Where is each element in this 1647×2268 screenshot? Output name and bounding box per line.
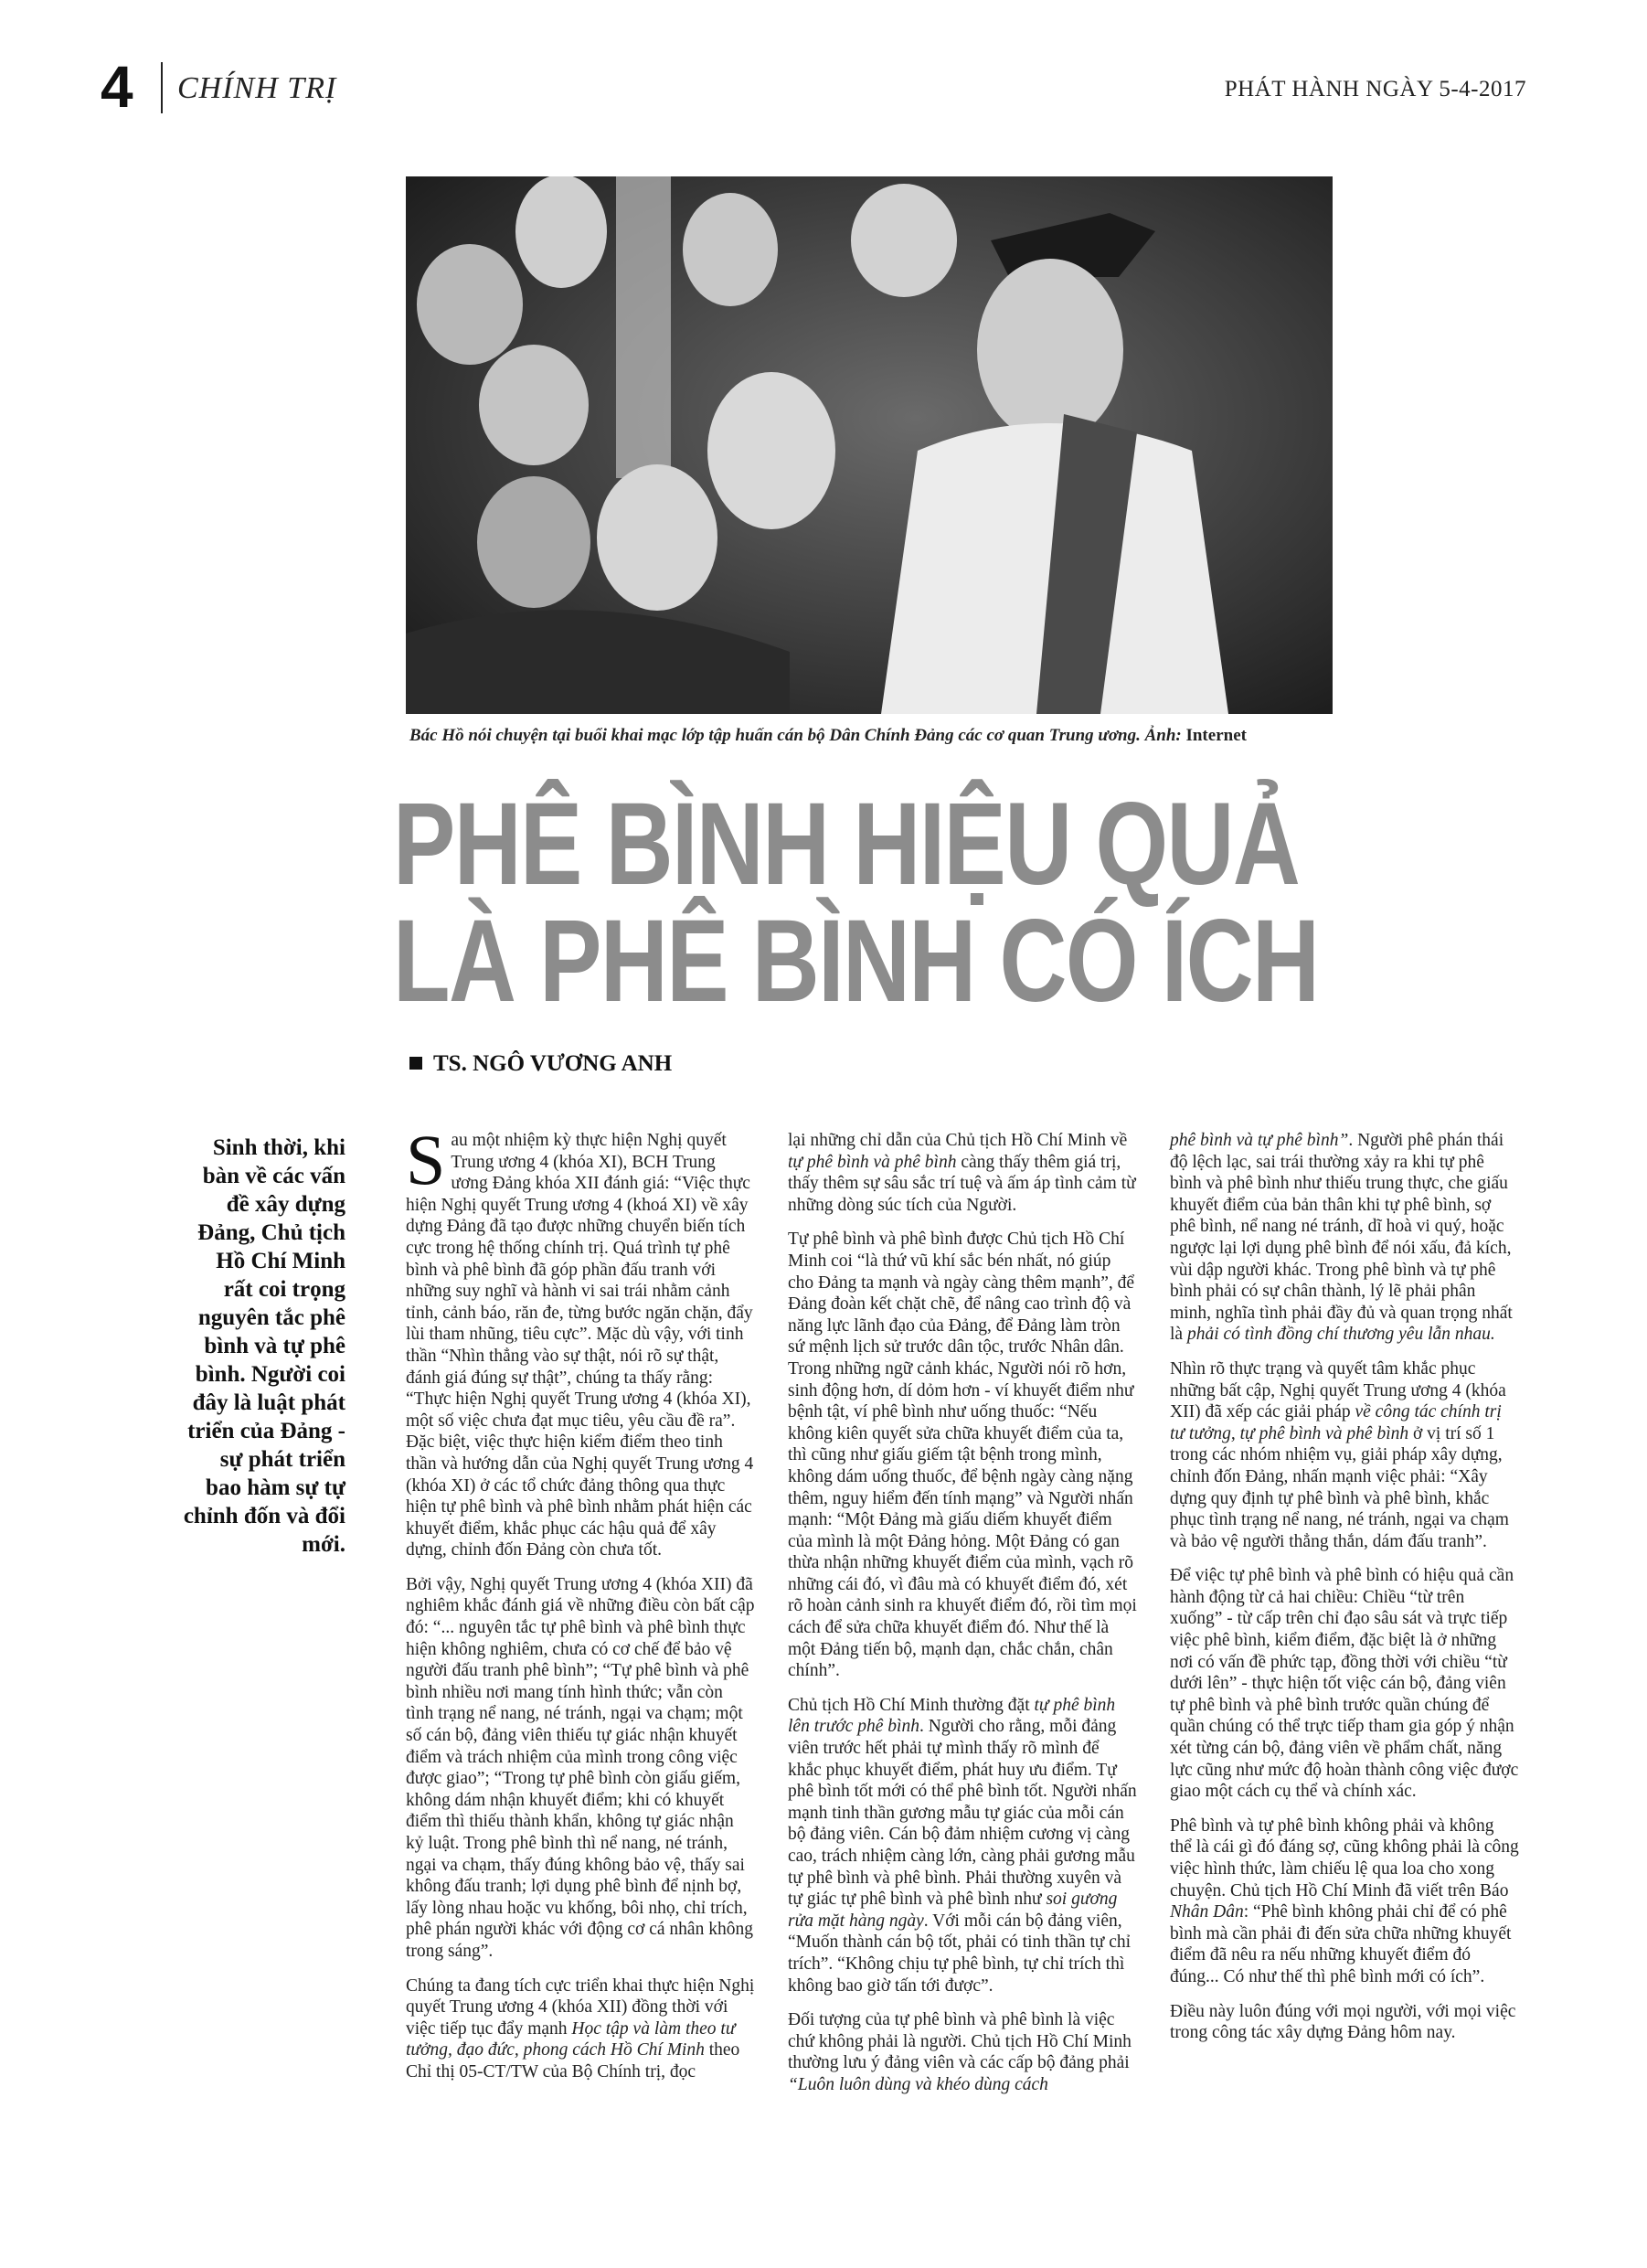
paragraph-text: . Người phê phán thái độ lệch lạc, sai trái thường xảy ra khi tự phê bình và phê bình như thiếu trung thực, che giấu khuyết điểm của bản thân khi tự phê bình, sợ phê bình, nể nang né tránh, dĩ hoà vi quý, hoặc ngược lại lợi dụng phê bình để nói xấu, đả kích, vùi dập người khác. Trong phê bình và tự phê bình phải có sự chân thành, lý lẽ phải phân minh, nghĩa tình phải đầy đủ và quan trọng nhất là bbox=[1170, 1131, 1513, 1345]
paragraph-text: Đối tượng của tự phê bình và phê bình là việc chứ không phải là người. Chủ tịch Hồ Chí Minh thường lưu ý đảng viên và các cấp bộ đảng phải bbox=[788, 2010, 1132, 2073]
paragraph-text: Phê bình và tự phê bình không phải và không thể là cái gì đó đáng sợ, cũng không phải là công việc hình thức, làm chiếu lệ qua loa cho xong chuyện. Chủ tịch Hồ Chí Minh đã viết trên Báo bbox=[1170, 1815, 1519, 1901]
paragraph-text: theo Chỉ thị 05-CT/TW của Bộ Chính trị, đọc bbox=[406, 2040, 740, 2082]
paragraph bbox=[1170, 1130, 1519, 1346]
page-number: 4 bbox=[101, 54, 133, 120]
emphasis-text: Nhân Dân bbox=[1170, 1902, 1244, 1922]
paragraph-text: càng thấy thêm giá trị, thấy thêm sự sâu sắc trí tuệ và ấm áp tình cảm từ những dòng súc tích của Người. bbox=[788, 1152, 1136, 1215]
article-column-2 bbox=[788, 1130, 1137, 2109]
paragraph: Để việc tự phê bình và phê bình có hiệu quả cần hành động từ cả hai chiều: Chiều “từ trên xuống” - từ cấp trên chỉ đạo sâu sát và trực tiếp việc phê bình, kiểm điểm, đặc biệt là ở những nơi có vấn đề phức tạp, đồng thời với chiều “từ dưới lên” - thực hiện tốt việc cán bộ, đảng viên tự phê bình và phê bình trước quần chúng để quần chúng có thể trực tiếp tham gia góp ý nhận xét từng cán bộ, đảng viên về phẩm chất, năng lực cũng như mức độ hoàn thành công việc được giao một cách cụ thể và chính xác. bbox=[1170, 1566, 1519, 1802]
paragraph-text: : “Phê bình không phải chỉ để có phê bình mà cần phải đi đến sửa chữa những khuyết điểm đã nêu ra nếu những khuyết điểm đó đúng... Có như thế thì phê bình mới có ích”. bbox=[1170, 1902, 1512, 1986]
byline-square-icon bbox=[409, 1057, 422, 1070]
page-header bbox=[101, 55, 1526, 119]
emphasis-text: tự phê bình lên trước phê bình bbox=[788, 1695, 1116, 1737]
paragraph-text: Chúng ta đang tích cực triển khai thực hiện Nghị quyết Trung ương 4 (khóa XII) đồng thời với việc tiếp tục đẩy mạnh bbox=[406, 1975, 755, 2039]
paragraph bbox=[406, 1120, 755, 1561]
paragraph bbox=[788, 2009, 1137, 2095]
caption-source: Internet bbox=[1185, 726, 1247, 745]
paragraph bbox=[1170, 1358, 1519, 1552]
author-byline bbox=[409, 1051, 672, 1077]
emphasis-text: “Luôn luôn dùng và khéo dùng cách bbox=[788, 2074, 1048, 2094]
paragraph-text: lại những chỉ dẫn của Chủ tịch Hồ Chí Minh về bbox=[788, 1131, 1128, 1150]
emphasis-text: Học tập và làm theo tư tưởng, đạo đức, phong cách Hồ Chí Minh bbox=[406, 2018, 736, 2060]
emphasis-text: phê bình và tự phê bình” bbox=[1170, 1131, 1349, 1150]
paragraph-text: . Với mỗi cán bộ đảng viên, “Muốn thành cán bộ tốt, phải có tinh thần tự chỉ trích”. “Không chịu tự phê bình, tự chỉ trích thì không bao giờ tấn tới được”. bbox=[788, 1911, 1132, 1996]
emphasis-text: soi gương rửa mặt hàng ngày bbox=[788, 1890, 1118, 1931]
header-divider bbox=[161, 62, 163, 113]
paragraph-text: . Người cho rằng, mỗi đảng viên trước hết phải tự mình thấy rõ mình để khắc phục khuyết điểm, phát huy ưu điểm. Tự phê bình tốt mới có thể phê bình tốt. Người nhấn mạnh tinh thần gương mẫu tự giác của mỗi cán bộ đảng viên. Cán bộ đảm nhiệm cương vị càng cao, trách nhiệm càng lớn, càng phải gương mẫu tự phê bình và phê bình. Phải thường xuyên và tự giác tự phê bình và phê bình như bbox=[788, 1717, 1137, 1910]
emphasis-text: tự phê bình và phê bình bbox=[788, 1152, 957, 1172]
paragraph: Bởi vậy, Nghị quyết Trung ương 4 (khóa XII) đã nghiêm khắc đánh giá về những điều còn bất cập đó: “... nguyên tắc tự phê bình và phê bình thực hiện không nghiêm, chưa có cơ chế để bảo vệ người đấu tranh phê bình”; “Tự phê bình và phê bình nhiều nơi mang tính hình thức; vẫn còn tình trạng nể nang, né tránh, ngại va chạm; một số cán bộ, đảng viên thiếu tự giác nhận khuyết điểm và trách nhiệm của mình trong công việc được giao”; “Trong tự phê bình còn giấu giếm, không dám nhận khuyết điểm; khi có khuyết điểm thì thiếu thành khẩn, không tự giác nhận kỷ luật. Trong phê bình thì nể nang, né tránh, ngại va chạm, thấy đúng không bảo vệ, thấy sai không đấu tranh; lợi dụng phê bình để nịnh bợ, lấy lòng nhau hoặc vu khống, bôi nhọ, chỉ trích, phê phán người khác với động cơ cá nhân không trong sáng”. bbox=[406, 1574, 755, 1961]
paragraph-text: Nhìn rõ thực trạng và quyết tâm khắc phục những bất cập, Nghị quyết Trung ương 4 (khóa XII) đã xếp các giải pháp bbox=[1170, 1358, 1506, 1422]
sidebar-quote: Sinh thời, khi bàn về các vấn đề xây dựng Đảng, Chủ tịch Hồ Chí Minh rất coi trọng nguyên tắc phê bình và tự phê bình. Người coi đây là luật phát triển của Đảng - sự phát triển bao hàm sự tự chỉnh đốn và đổi mới. bbox=[183, 1135, 345, 1557]
photo-illustration bbox=[406, 176, 1333, 714]
paragraph-text: Chủ tịch Hồ Chí Minh thường đặt bbox=[788, 1695, 1035, 1715]
paragraph: Tự phê bình và phê bình được Chủ tịch Hồ Chí Minh coi “là thứ vũ khí sắc bén nhất, nó giúp cho Đảng ta mạnh và ngày càng thêm mạnh”, để Đảng đoàn kết chặt chẽ, để nâng cao trình độ và năng lực lãnh đạo của Đảng, để Đảng làm tròn sứ mệnh lịch sử trước dân tộc, trước Nhân dân. Trong những ngữ cảnh khác, Người nói rõ hơn, sinh động hơn, dí dỏm hơn - ví khuyết điểm như bệnh tật, ví phê bình như uống thuốc: “Nếu không kiên quyết sửa chữa khuyết điểm của ta, thì cũng như giấu giếm tật bệnh trong mình, không dám uống thuốc, để bệnh ngày càng nặng thêm, nguy hiểm đến tính mạng” và Người nhấn mạnh: “Một Đảng mà giấu diếm khuyết điểm của mình là một Đảng hỏng. Một Đảng có gan thừa nhận những khuyết điểm của mình, vạch rõ những cái đó, vì đâu mà có khuyết điểm đó, xét rõ hoàn cảnh sinh ra khuyết điểm đó, rồi tìm mọi cách để sửa chữa khuyết điểm đó. Như thế là một Đảng tiến bộ, mạnh dạn, chắc chắn, chân chính”. bbox=[788, 1230, 1137, 1681]
paragraph bbox=[406, 1975, 755, 2083]
article-column-3 bbox=[1170, 1130, 1519, 2057]
paragraph-text: ở vị trí số 1 trong các nhóm nhiệm vụ, giải pháp xây dựng, chỉnh đốn Đảng, nhấn mạnh việc phải: “Xây dựng quy định tự phê bình và phê bình, khắc phục tình trạng nể nang, né tránh, ngại va chạm và bảo vệ người thẳng thắn, dám đấu tranh”. bbox=[1170, 1423, 1509, 1551]
headline-line-2: LÀ PHÊ BÌNH CÓ ÍCH bbox=[393, 896, 1319, 1027]
article-photo bbox=[406, 176, 1333, 714]
drop-cap: S bbox=[406, 1120, 446, 1199]
paragraph bbox=[788, 1130, 1137, 1216]
author-name: TS. NGÔ VƯƠNG ANH bbox=[433, 1051, 673, 1076]
paragraph bbox=[788, 1695, 1137, 1996]
emphasis-text: về công tác chính trị tư tưởng, tự phê bình và phê bình bbox=[1170, 1402, 1502, 1443]
section-title: CHÍNH TRỊ bbox=[177, 71, 337, 105]
article-column-1 bbox=[406, 1120, 755, 2096]
emphasis-text: phải có tình đồng chí thương yêu lẫn nhau. bbox=[1186, 1325, 1495, 1345]
paragraph: Điều này luôn đúng với mọi người, với mọi việc trong công tác xây dựng Đảng hôm nay. bbox=[1170, 2001, 1516, 2043]
article-headline bbox=[393, 779, 1490, 1027]
photo-caption bbox=[409, 726, 1333, 746]
paragraph-text: au một nhiệm kỳ thực hiện Nghị quyết Trung ương 4 (khóa XI), BCH Trung ương Đảng khóa XII đánh giá: “Việc thực hiện Nghị quyết Trung ương 4 (khoá XI) về xây dựng Đảng đã tạo được những chuyển biến tích cực trong hệ thống chính trị. Quá trình tự phê bình và phê bình đã góp phần đấu tranh với những suy nghĩ và hành vi sai trái nhằm cảnh tỉnh, cảnh báo, răn đe, từng bước ngăn chặn, đẩy lùi tham nhũng, tiêu cực”. Mặc dù vậy, với tinh thần “Nhìn thẳng vào sự thật, nói rõ sự thật, đánh giá đúng sự thật”, chúng ta thấy rằng: “Thực hiện Nghị quyết Trung ương 4 (khóa XI), một số việc chưa đạt mục tiêu, yêu cầu đề ra”. Đặc biệt, việc thực hiện kiểm điểm theo tinh thần và hướng dẫn của Nghị quyết Trung ương 4 (khóa XI) ở các tổ chức đảng thông qua thực hiện tự phê bình và phê bình nhằm phát hiện các khuyết điểm, khắc phục các hậu quả để xây dựng, chỉnh đốn Đảng còn chưa tốt. bbox=[406, 1131, 754, 1560]
headline-line-1: PHÊ BÌNH HIỆU QUẢ bbox=[393, 779, 1300, 910]
paragraph bbox=[1170, 1815, 1519, 1988]
caption-text: Bác Hồ nói chuyện tại buổi khai mạc lớp tập huấn cán bộ Dân Chính Đảng các cơ quan Trung ương. Ảnh: bbox=[409, 726, 1182, 745]
publication-date: PHÁT HÀNH NGÀY 5-4-2017 bbox=[1224, 77, 1526, 101]
